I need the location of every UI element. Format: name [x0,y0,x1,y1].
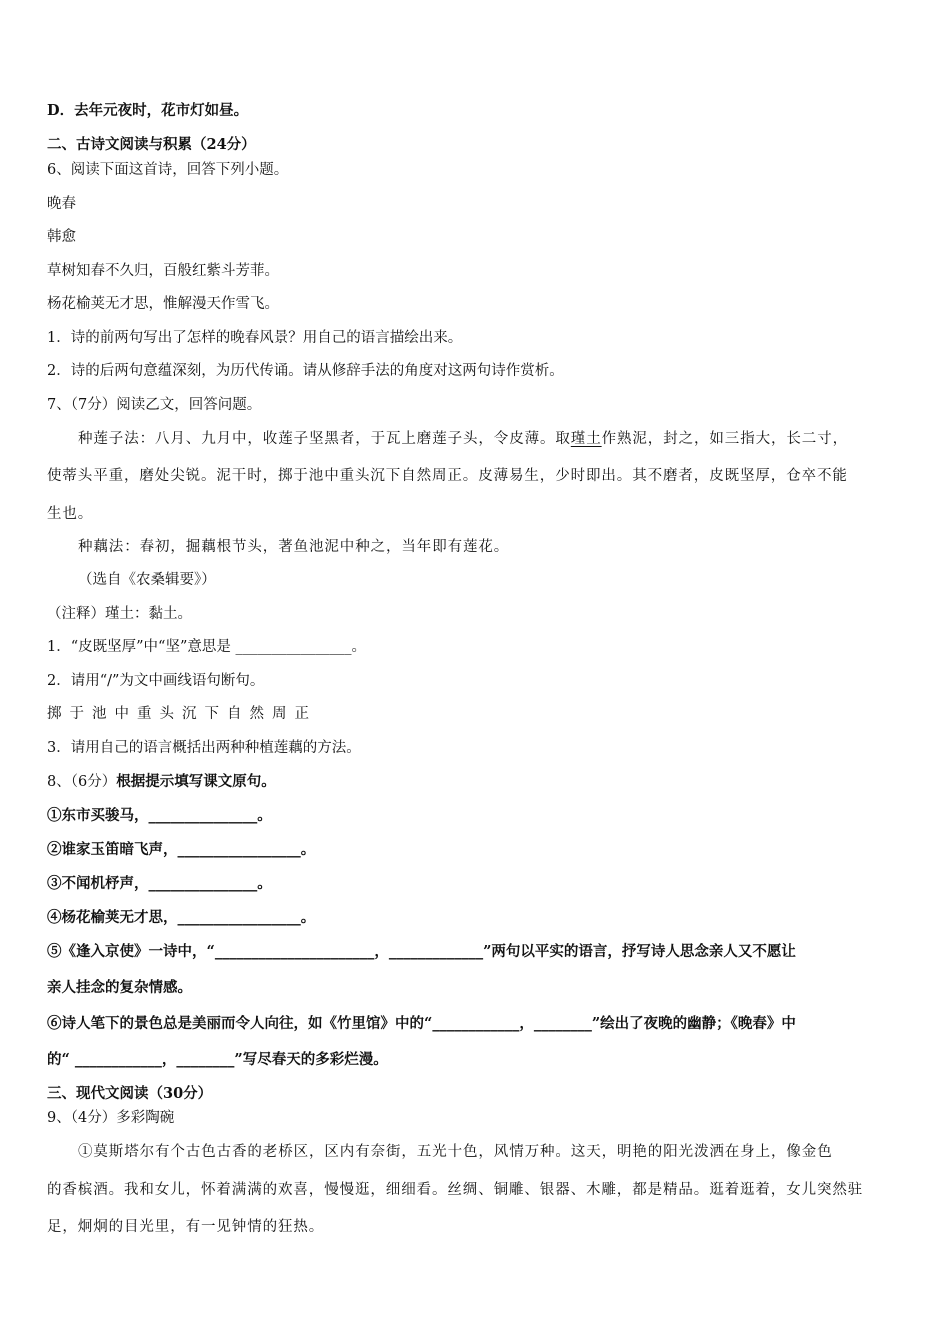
poem-title: 晚春 [47,196,76,212]
q8-item-5-line-2: 亲人挂念的复杂情感。 [47,979,192,996]
poem-author: 韩愈 [47,229,76,245]
q8-stem-instruction: 根据提示填写课文原句。 [116,773,276,790]
section2-heading: 二、古诗文阅读与积累（24分） [47,136,256,153]
poem-line-2: 杨花榆荚无才思，惟解漫天作雪飞。 [47,296,279,312]
poem-line-1: 草树知春不久归，百般红紫斗芳菲。 [47,263,279,279]
q7-passage-line-1b: 作熟泥，封之，如三指大，长二寸， [601,431,849,447]
q8-item-2: ②谁家玉笛暗飞声，_________________。 [47,841,316,858]
q6-sub1: 1．诗的前两句写出了怎样的晚春风景？用自己的语言描绘出来。 [47,330,463,346]
q7-passage-line-1a: 种莲子法：八月、九月中，收莲子坚黑者，于瓦上磨莲子头，令皮薄。取 [78,431,571,447]
q7-source: （选自《农桑辑要》） [78,572,216,588]
q9-stem: 9、（4分）多彩陶碗 [47,1110,175,1126]
q8-stem [47,772,276,792]
q7-sub3: 3．请用自己的语言概括出两种种植莲藕的方法。 [47,740,361,756]
q6-sub2: 2．诗的后两句意蕴深刻，为历代传诵。请从修辞手法的角度对这两句诗作赏析。 [47,363,564,379]
q7-note: （注释）瑾土：黏土。 [47,606,192,622]
q7-sub1: 1．“皮既坚厚”中“坚”意思是 ________________。 [47,639,366,655]
q8-item-1: ①东市买骏马，_______________。 [47,807,272,824]
q8-item-5-line-1: ⑤《逢入京使》一诗中，“______________________，_____________”两句以平实的语言，抒写诗人思念亲人又不愿让 [47,943,796,960]
q7-passage-line-2: 使蒂头平重，磨处尖锐。泥干时，掷于池中重头沉下自然周正。皮薄易生，少时即出。其不磨者，皮既坚厚，仓卒不能 [47,468,848,484]
q8-item-4: ④杨花榆荚无才思，_________________。 [47,909,316,926]
q7-passage-line-3: 生也。 [47,506,94,522]
q8-item-6-line-1: ⑥诗人笔下的景色总是美丽而令人向往，如《竹里馆》中的“____________，________”绘出了夜晚的幽静；《晚春》中 [47,1015,796,1032]
q7-sub2: 2．请用“/”为文中画线语句断句。 [47,673,265,689]
q7-underlined-word: 瑾土 [570,431,602,447]
q7-passage-line-1 [78,429,848,449]
q9-para-line-3: 足，炯炯的目光里，有一见钟情的狂热。 [47,1219,325,1235]
section3-heading: 三、现代文阅读（30分） [47,1085,213,1102]
q7-split-line: 掷于池中重头沉下自然周正 [47,706,317,722]
q9-para-line-1: ①莫斯塔尔有个古色古香的老桥区，区内有奈街，五光十色，风情万种。这天，明艳的阳光泼洒在身上，像金色 [78,1144,833,1160]
q6-stem: 6、阅读下面这首诗，回答下列小题。 [47,162,289,178]
q7-passage-para-2: 种藕法：春初，掘藕根节头，著鱼池泥中种之，当年即有莲花。 [78,539,510,555]
q8-item-3: ③不闻机杼声，_______________。 [47,875,272,892]
q8-item-6-line-2: 的“ ____________，________”写尽春天的多彩烂漫。 [47,1051,388,1068]
q5-option-d: D．去年元夜时，花市灯如昼。 [47,102,249,119]
q9-para-line-2: 的香槟酒。我和女儿，怀着满满的欢喜，慢慢逛，细细看。丝绸、铜雕、银器、木雕，都是精品。逛着逛着，女儿突然驻 [47,1182,864,1198]
q8-stem-score: 8、（6分） [47,774,117,790]
q7-stem: 7、（7分）阅读乙文，回答问题。 [47,397,262,413]
